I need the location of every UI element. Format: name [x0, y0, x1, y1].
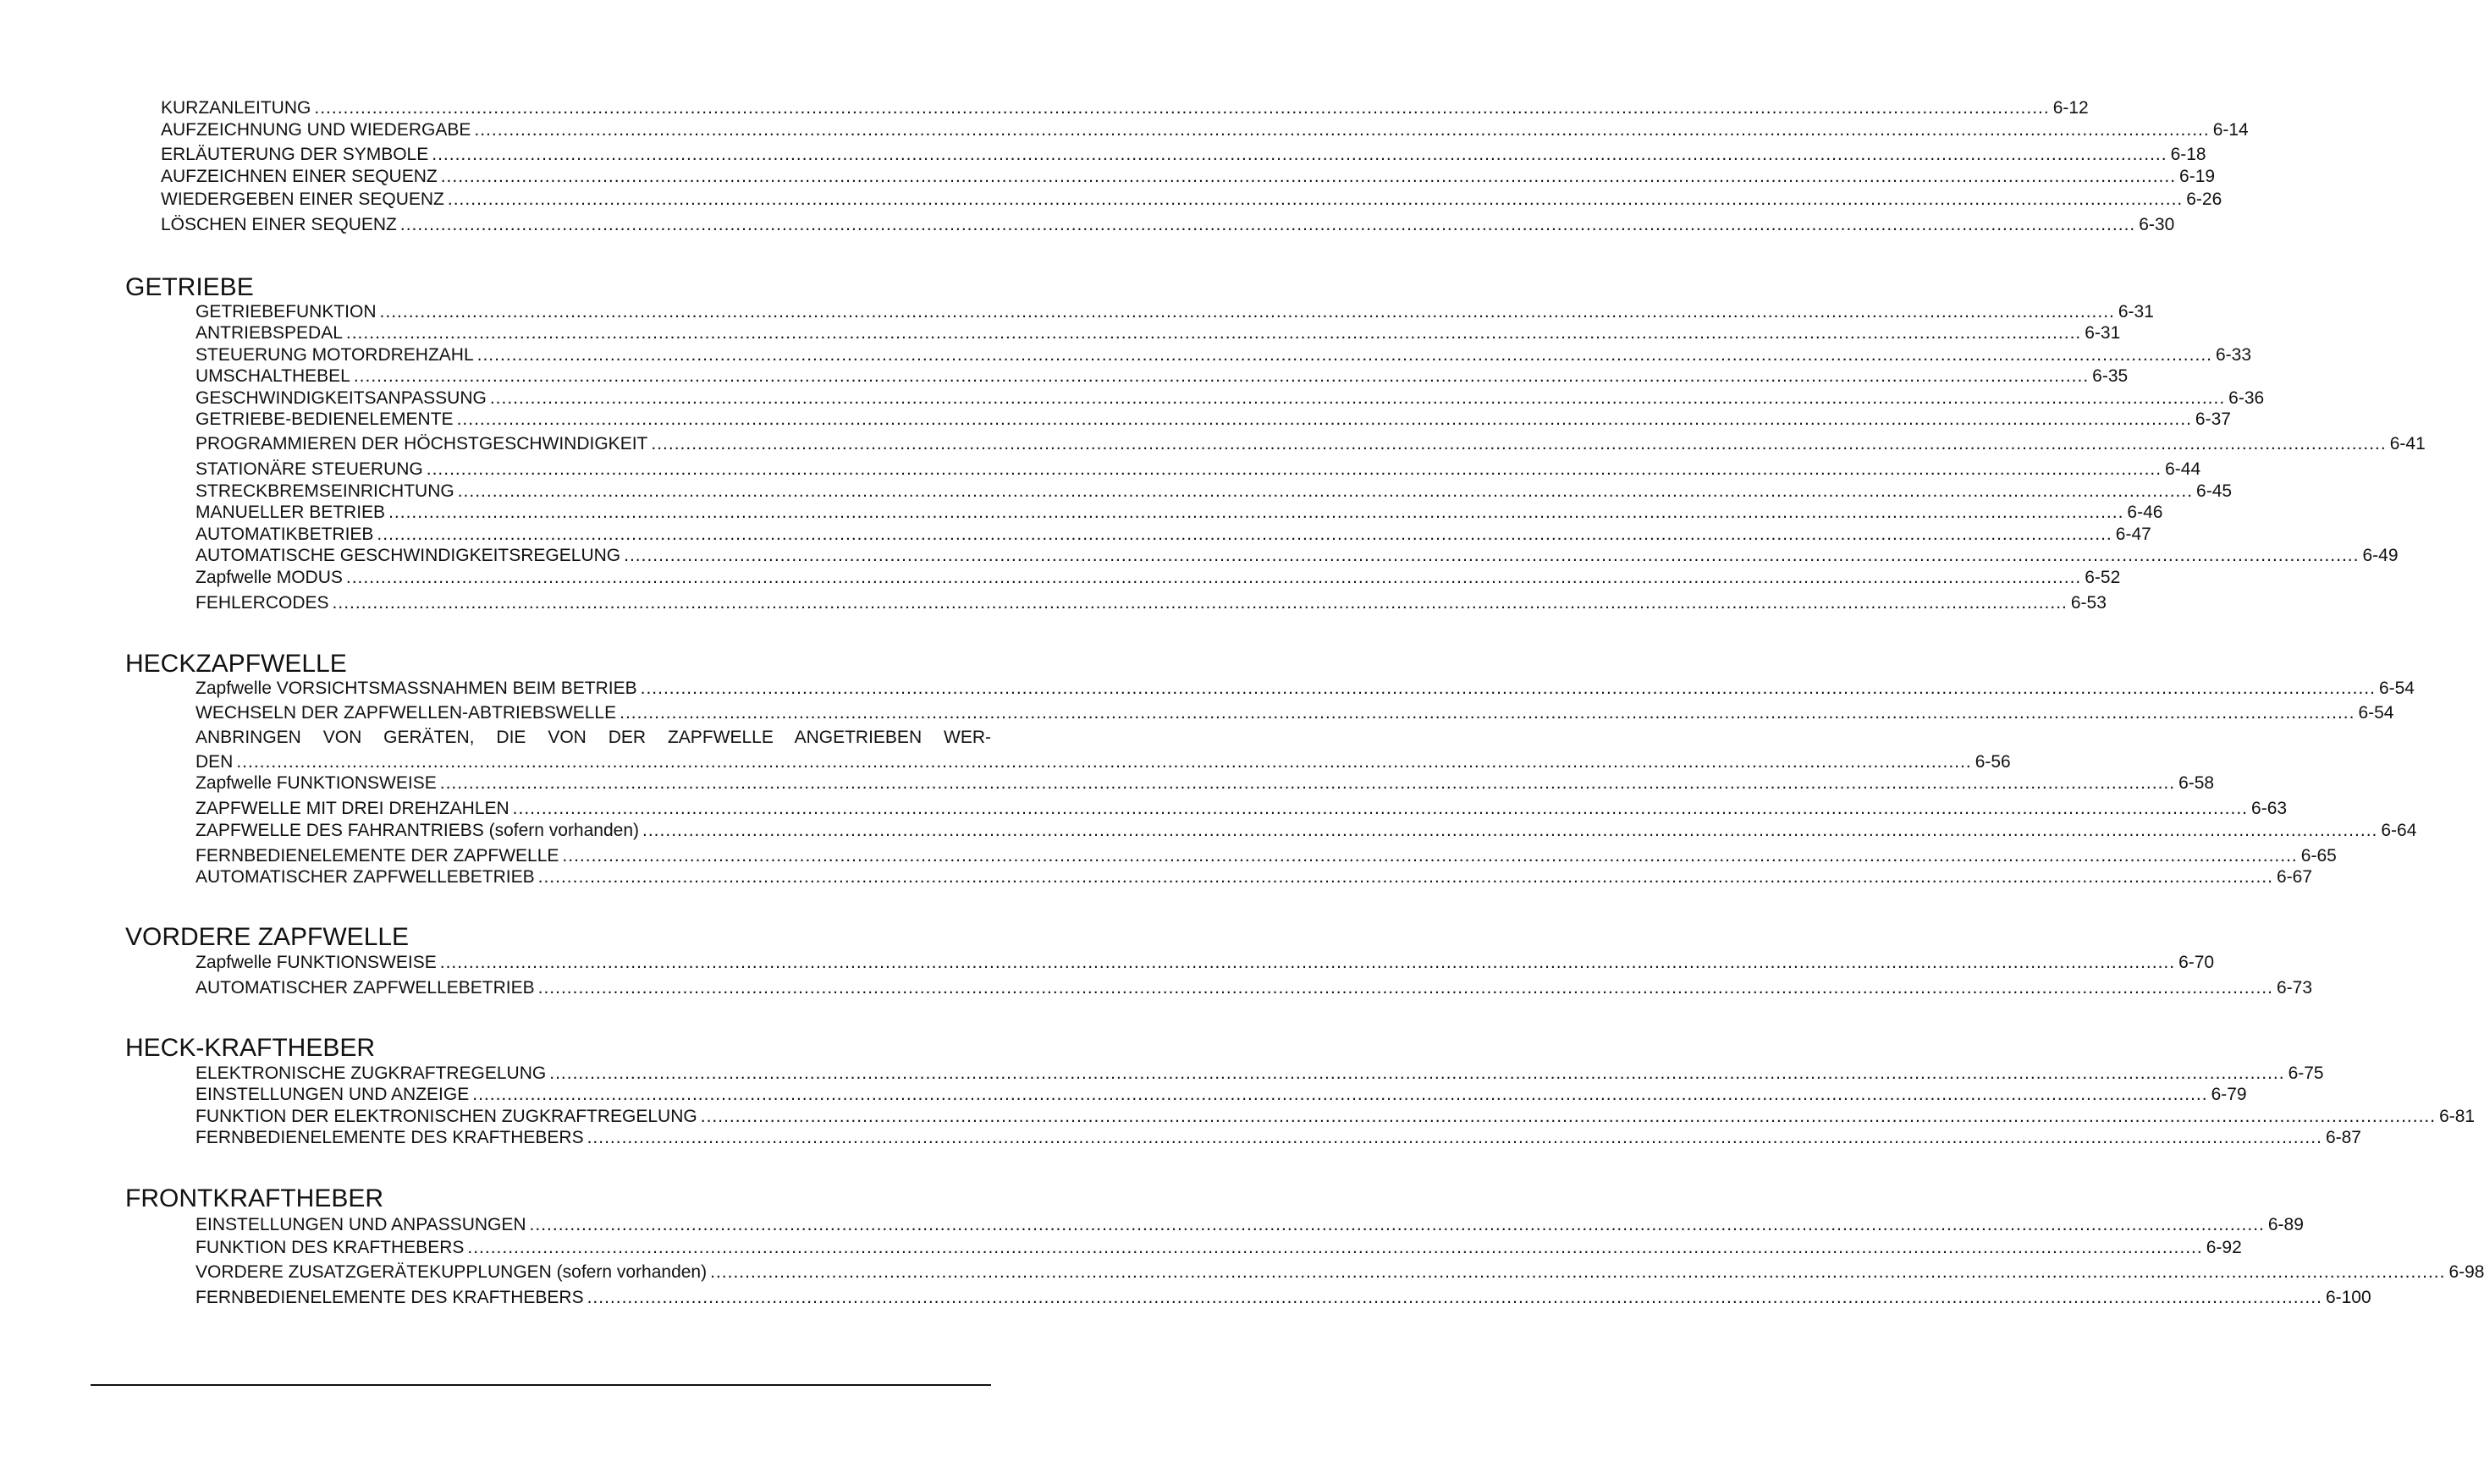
dot-leader: ............................................................................................................................................................................................................................................................................................................	[377, 525, 2112, 544]
dot-leader: ............................................................................................................................................................................................................................................................................................................	[345, 568, 2082, 587]
toc-entry[interactable]	[161, 167, 2216, 187]
toc-entry-page: 6-81	[2439, 1107, 2476, 1126]
toc-entry-page: 6-58	[2178, 773, 2215, 793]
toc-entry-label: Zapfwelle FUNKTIONSWEISE	[196, 953, 437, 972]
section-title-frontkraftheber: FRONTKRAFTHEBER	[125, 1184, 384, 1212]
toc-entry-page: 6-36	[2228, 388, 2265, 408]
toc-entry[interactable]	[196, 409, 2231, 430]
toc-entry-label: ANBRINGEN VON GERÄTEN, DIE VON DER ZAPFWELLE ANGETRIEBEN WER-	[196, 728, 991, 747]
toc-entry-label-continued: DEN	[196, 752, 234, 772]
toc-entry[interactable]	[161, 215, 2175, 235]
toc-entry-label: ZAPFWELLE MIT DREI DREHZAHLEN	[196, 799, 509, 818]
toc-entry-label: KURZANLEITUNG	[161, 98, 311, 118]
toc-entry-label: FUNKTION DER ELEKTRONISCHEN ZUGKRAFTREGELUNG	[196, 1107, 697, 1126]
toc-entry[interactable]	[196, 1107, 2476, 1127]
toc-entry-page: 6-46	[2127, 503, 2163, 522]
dot-leader: ............................................................................................................................................................................................................................................................................................................	[345, 323, 2082, 343]
toc-entry-page: 6-12	[2052, 98, 2089, 118]
toc-entry-label: ERLÄUTERUNG DER SYMBOLE	[161, 145, 429, 164]
toc-entry-page: 6-87	[2325, 1128, 2361, 1147]
toc-entry-label: STATIONÄRE STEUERUNG	[196, 459, 423, 479]
toc-entry-label: AUTOMATISCHER ZAPFWELLEBETRIEB	[196, 978, 535, 998]
dot-leader: ............................................................................................................................................................................................................................................................................................................	[512, 799, 2249, 818]
toc-entry[interactable]	[196, 568, 2121, 588]
toc-entry-label: UMSCHALTHEBEL	[196, 366, 350, 386]
dot-leader: ............................................................................................................................................................................................................................................................................................................	[379, 302, 2115, 322]
toc-entry-page: 6-47	[2115, 525, 2151, 544]
toc-entry[interactable]	[196, 1085, 2247, 1105]
dot-leader: ............................................................................................................................................................................................................................................................................................................	[529, 1215, 2265, 1234]
toc-entry-label: AUTOMATISCHE GESCHWINDIGKEITSREGELUNG	[196, 546, 621, 565]
toc-entry-page: 6-64	[2381, 821, 2417, 840]
toc-entry[interactable]	[196, 388, 2265, 409]
toc-entry-page: 6-41	[2389, 434, 2426, 453]
toc-entry[interactable]	[196, 345, 2252, 366]
toc-entry-label: GETRIEBEFUNKTION	[196, 302, 377, 322]
toc-entry-label: Zapfwelle MODUS	[196, 568, 343, 587]
dot-leader: ............................................................................................................................................................................................................................................................................................................	[447, 190, 2184, 209]
toc-entry-page: 6-26	[2186, 190, 2222, 209]
toc-entry-page: 6-53	[2070, 593, 2107, 613]
dot-leader: ............................................................................................................................................................................................................................................................................................................	[587, 1128, 2322, 1147]
toc-entry-page: 6-100	[2325, 1288, 2371, 1307]
toc-entry[interactable]	[196, 978, 2312, 998]
toc-entry[interactable]	[196, 1262, 2484, 1283]
toc-entry-page: 6-44	[2165, 459, 2201, 479]
dot-leader: ............................................................................................................................................................................................................................................................................................................	[440, 167, 2177, 186]
dot-leader: ............................................................................................................................................................................................................................................................................................................	[642, 821, 2378, 840]
toc-entry-page: 6-54	[2378, 679, 2415, 698]
toc-entry-label: ZAPFWELLE DES FAHRANTRIEBS (sofern vorhanden)	[196, 821, 640, 840]
toc-entry-page: 6-70	[2178, 953, 2215, 972]
toc-entry-page: 6-45	[2196, 481, 2233, 501]
dot-leader: ............................................................................................................................................................................................................................................................................................................	[474, 120, 2210, 140]
toc-entry-label: LÖSCHEN EINER SEQUENZ	[161, 215, 397, 234]
toc-entry[interactable]	[196, 1064, 2324, 1084]
toc-entry[interactable]	[161, 98, 2089, 118]
toc-entry-label: ELEKTRONISCHE ZUGKRAFTREGELUNG	[196, 1064, 547, 1083]
toc-entry[interactable]	[196, 752, 2011, 772]
toc-entry-label: EINSTELLUNGEN UND ANZEIGE	[196, 1085, 470, 1104]
toc-entry[interactable]	[196, 593, 2107, 613]
toc-entry-page: 6-52	[2085, 568, 2121, 587]
toc-entry[interactable]	[196, 867, 2312, 888]
dot-leader: ............................................................................................................................................................................................................................................................................................................	[439, 953, 2176, 972]
toc-entry-page: 6-19	[2179, 167, 2216, 186]
toc-entry[interactable]	[196, 703, 2394, 723]
dot-leader: ............................................................................................................................................................................................................................................................................................................	[489, 388, 2226, 408]
toc-entry-label: FERNBEDIENELEMENTE DES KRAFTHEBERS	[196, 1128, 584, 1147]
toc-entry[interactable]	[196, 953, 2215, 973]
toc-entry-label: WECHSELN DER ZAPFWELLEN-ABTRIEBSWELLE	[196, 703, 617, 723]
toc-entry-page: 6-14	[2212, 120, 2249, 140]
dot-leader: ............................................................................................................................................................................................................................................................................................................	[549, 1064, 2285, 1083]
toc-entry-label: FEHLERCODES	[196, 593, 329, 613]
toc-entry[interactable]	[196, 481, 2233, 502]
toc-entry-page: 6-49	[2362, 546, 2399, 565]
toc-entry-page: 6-35	[2092, 366, 2129, 386]
toc-entry-label: AUTOMATISCHER ZAPFWELLEBETRIEB	[196, 867, 535, 887]
toc-entry[interactable]	[161, 145, 2206, 165]
toc-entry-page: 6-33	[2215, 345, 2252, 365]
dot-leader: ............................................................................................................................................................................................................................................................................................................	[314, 98, 2050, 118]
dot-leader: ............................................................................................................................................................................................................................................................................................................	[537, 867, 2273, 887]
dot-leader: ............................................................................................................................................................................................................................................................................................................	[651, 434, 2387, 453]
section-title-vordere-zapfwelle: VORDERE ZAPFWELLE	[125, 923, 410, 951]
dot-leader: ............................................................................................................................................................................................................................................................................................................	[562, 846, 2298, 866]
dot-leader: ............................................................................................................................................................................................................................................................................................................	[456, 409, 2192, 429]
toc-entry[interactable]	[161, 120, 2249, 140]
toc-entry-label: VORDERE ZUSATZGERÄTEKUPPLUNGEN (sofern vorhanden)	[196, 1262, 708, 1282]
toc-entry-page: 6-54	[2358, 703, 2394, 723]
section-title-heckzapfwelle: HECKZAPFWELLE	[125, 650, 347, 678]
dot-leader: ............................................................................................................................................................................................................................................................................................................	[476, 345, 2212, 365]
dot-leader: ............................................................................................................................................................................................................................................................................................................	[399, 215, 2136, 234]
toc-entry-page: 6-56	[1975, 752, 2011, 772]
toc-entry[interactable]	[196, 1215, 2304, 1235]
toc-entry-label: EINSTELLUNGEN UND ANPASSUNGEN	[196, 1215, 526, 1234]
toc-entry-page: 6-37	[2195, 409, 2231, 429]
toc-entry[interactable]	[196, 503, 2163, 523]
toc-entry[interactable]	[196, 459, 2201, 480]
dot-leader: ............................................................................................................................................................................................................................................................................................................	[587, 1288, 2322, 1307]
dot-leader: ............................................................................................................................................................................................................................................................................................................	[640, 679, 2376, 698]
toc-entry-label: STEUERUNG MOTORDREHZAHL	[196, 345, 474, 365]
toc-entry-label: GESCHWINDIGKEITSANPASSUNG	[196, 388, 487, 408]
toc-entry[interactable]	[196, 821, 2417, 841]
toc-entry-label: FERNBEDIENELEMENTE DES KRAFTHEBERS	[196, 1288, 584, 1307]
dot-leader: ............................................................................................................................................................................................................................................................................................................	[439, 773, 2176, 793]
dot-leader: ............................................................................................................................................................................................................................................................................................................	[457, 481, 2194, 501]
section-title-heck-kraftheber: HECK-KRAFTHEBER	[125, 1034, 376, 1062]
toc-entry-page: 6-18	[2170, 145, 2206, 164]
dot-leader: ............................................................................................................................................................................................................................................................................................................	[620, 703, 2355, 723]
toc-entry-page: 6-31	[2085, 323, 2121, 343]
toc-entry-page: 6-63	[2251, 799, 2288, 818]
dot-leader: ............................................................................................................................................................................................................................................................................................................	[353, 366, 2090, 386]
toc-entry-label: FUNKTION DES KRAFTHEBERS	[196, 1238, 465, 1257]
toc-entry-label: AUFZEICHNEN EINER SEQUENZ	[161, 167, 438, 186]
toc-entry[interactable]	[196, 434, 2426, 454]
toc-entry-wrapped-line[interactable]	[196, 728, 991, 748]
toc-entry-page: 6-31	[2118, 302, 2154, 322]
dot-leader: ............................................................................................................................................................................................................................................................................................................	[710, 1262, 2446, 1282]
toc-entry[interactable]	[196, 799, 2288, 819]
dot-leader: ............................................................................................................................................................................................................................................................................................................	[624, 546, 2360, 565]
dot-leader: ............................................................................................................................................................................................................................................................................................................	[332, 593, 2068, 613]
toc-entry[interactable]	[196, 323, 2121, 344]
dot-leader: ............................................................................................................................................................................................................................................................................................................	[472, 1085, 2208, 1104]
toc-entry-label: ANTRIEBSPEDAL	[196, 323, 343, 343]
toc-entry-page: 6-98	[2448, 1262, 2484, 1282]
dot-leader: ............................................................................................................................................................................................................................................................................................................	[432, 145, 2167, 164]
dot-leader: ............................................................................................................................................................................................................................................................................................................	[467, 1238, 2203, 1257]
toc-entry[interactable]	[196, 302, 2154, 322]
toc-entry-label: AUTOMATIKBETRIEB	[196, 525, 374, 544]
toc-entry-label: Zapfwelle VORSICHTSMASSNAHMEN BEIM BETRIEB	[196, 679, 637, 698]
dot-leader: ............................................................................................................................................................................................................................................................................................................	[700, 1107, 2437, 1126]
toc-entry-page: 6-89	[2267, 1215, 2304, 1234]
toc-entry-page: 6-75	[2288, 1064, 2324, 1083]
toc-entry-label: MANUELLER BETRIEB	[196, 503, 386, 522]
toc-entry-page: 6-65	[2300, 846, 2337, 866]
toc-entry[interactable]	[196, 846, 2337, 866]
toc-entry-label: Zapfwelle FUNKTIONSWEISE	[196, 773, 437, 793]
dot-leader: ............................................................................................................................................................................................................................................................................................................	[388, 503, 2124, 522]
toc-entry[interactable]	[196, 1128, 2361, 1148]
toc-entry-page: 6-92	[2206, 1238, 2242, 1257]
toc-entry-page: 6-30	[2139, 215, 2175, 234]
toc-entry[interactable]	[161, 190, 2222, 210]
toc-entry-label: AUFZEICHNUNG UND WIEDERGABE	[161, 120, 471, 140]
toc-entry[interactable]	[196, 1238, 2242, 1258]
toc-entry[interactable]	[196, 1288, 2371, 1308]
toc-entry[interactable]	[196, 773, 2215, 794]
toc-entry-label: GETRIEBE-BEDIENELEMENTE	[196, 409, 454, 429]
toc-entry-label: FERNBEDIENELEMENTE DER ZAPFWELLE	[196, 846, 559, 866]
toc-entry[interactable]	[196, 679, 2415, 699]
toc-entry-label: STRECKBREMSEINRICHTUNG	[196, 481, 454, 501]
section-title-getriebe: GETRIEBE	[125, 273, 254, 301]
dot-leader: ............................................................................................................................................................................................................................................................................................................	[426, 459, 2162, 479]
toc-entry[interactable]	[196, 546, 2399, 566]
footer-divider	[91, 1384, 991, 1386]
toc-entry-label: PROGRAMMIEREN DER HÖCHSTGESCHWINDIGKEIT	[196, 434, 648, 453]
toc-entry-page: 6-79	[2211, 1085, 2247, 1104]
dot-leader: ............................................................................................................................................................................................................................................................................................................	[236, 752, 1972, 772]
toc-entry-page: 6-73	[2276, 978, 2312, 998]
dot-leader: ............................................................................................................................................................................................................................................................................................................	[537, 978, 2273, 998]
toc-entry[interactable]	[196, 366, 2129, 387]
toc-entry-label: WIEDERGEBEN EINER SEQUENZ	[161, 190, 444, 209]
toc-entry[interactable]	[196, 525, 2151, 545]
toc-entry-page: 6-67	[2276, 867, 2312, 887]
